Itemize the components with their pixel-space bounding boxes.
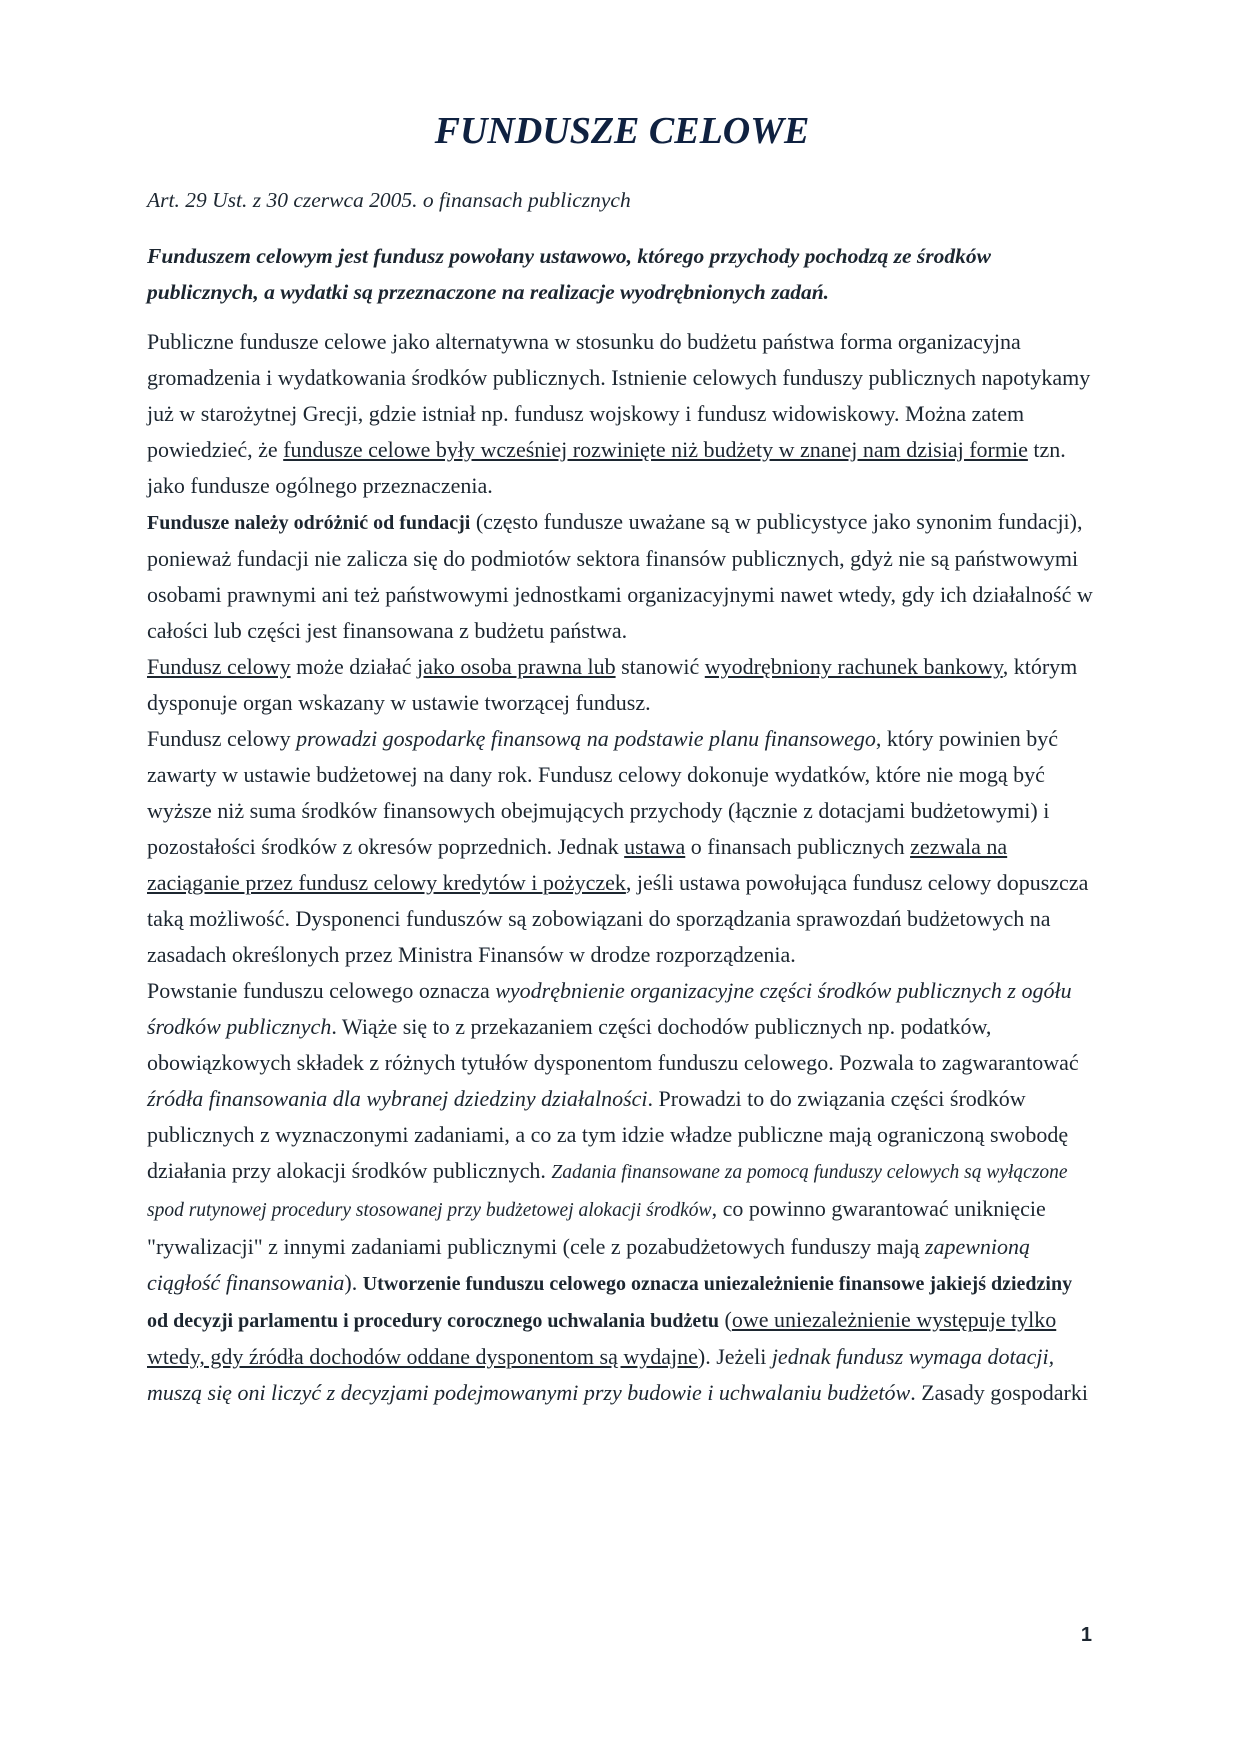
page-title: FUNDUSZE CELOWE bbox=[434, 110, 810, 152]
legal-reference: Art. 29 Ust. z 30 czerwca 2005. o finansach publicznych bbox=[147, 188, 631, 212]
document-page bbox=[147, 88, 1097, 1411]
paragraph-gospodarka: Fundusz celowy prowadzi gospodarkę finansową na podstawie planu finansowego, który powinien być zawarty w ustawie budżetowej na dany rok. Fundusz celowy dokonuje wydatków, które nie mogą być wyższe niż suma środków finansowych obejmujących przychody (łącznie z dotacjami budżetowymi) i pozostałości środków z okresów poprzednich. Jednak ustawa o finansach publicznych zezwala na zaciąganie przez fundusz celowy kredytów i pożyczek, jeśli ustawa powołująca fundusz celowy dopuszcza taką możliwość. Dysponenci funduszów są zobowiązani do sporządzania sprawozdań budżetowych na zasadach określonych przez Ministra Finansów w drodze rozporządzenia. bbox=[147, 726, 1089, 967]
paragraph-fundacje: Fundusze należy odróżnić od fundacji (często fundusze uważane są w publicystyce jako synonim fundacji), ponieważ fundacji nie zalicza się do podmiotów sektora finansów publicznych, gdyż nie są państwowymi osobami prawnymi ani też państwowymi jednostkami organizacyjnymi nawet wtedy, gdy ich działalność w całości lub części jest finansowana z budżetu państwa. bbox=[147, 509, 1093, 643]
page-number: 1 bbox=[1080, 1624, 1092, 1646]
definition-paragraph: Funduszem celowym jest fundusz powołany ustawowo, którego przychody pochodzą ze środków publicznych, a wydatki są przeznaczone na realizacje wyodrębnionych zadań. bbox=[147, 244, 991, 304]
paragraph-history: Publiczne fundusze celowe jako alternatywna w stosunku do budżetu państwa forma organizacyjna gromadzenia i wydatkowania środków publicznych. Istnienie celowych funduszy publicznych napotykamy już w starożytnej Grecji, gdzie istniał np. fundusz wojskowy i fundusz widowiskowy. Można zatem powiedzieć, że fundusze celowe były wcześniej rozwinięte niż budżety w znanej nam dzisiaj formie tzn. jako fundusze ogólnego przeznaczenia. bbox=[147, 329, 1091, 498]
paragraph-powstanie: Powstanie funduszu celowego oznacza wyodrębnienie organizacyjne części środków publicznych z ogółu środków publicznych. Wiąże się to z przekazaniem części dochodów publicznych np. podatków, obowiązkowych składek z różnych tytułów dysponentom funduszu celowego. Pozwala to zagwarantować źródła finansowania dla wybranej dziedziny działalności. Prowadzi to do związania części środków publicznych z wyznaczonymi zadaniami, a co za tym idzie władze publiczne mają ograniczoną swobodę działania przy alokacji środków publicznych. Zadania finansowane za pomocą funduszy celowych są wyłączone spod rutynowej procedury stosowanej przy budżetowej alokacji środków, co powinno gwarantować uniknięcie "rywalizacji" z innymi zadaniami publicznymi (cele z pozabudżetowych funduszy mają zapewnioną ciągłość finansowania). Utworzenie funduszu celowego oznacza uniezależnienie finansowe jakiejś dziedziny od decyzji parlamentu i procedury corocznego uchwalania budżetu (owe uniezależnienie występuje tylko wtedy, gdy źródła dochodów oddane dysponentom są wydajne). Jeżeli jednak fundusz wymaga dotacji, muszą się oni liczyć z decyzjami podejmowanymi przy budowie i uchwalaniu budżetów. Zasady gospodarki bbox=[147, 978, 1088, 1405]
body-text bbox=[147, 324, 1097, 1411]
paragraph-forma-prawna: Fundusz celowy może działać jako osoba prawna lub stanowić wyodrębniony rachunek bankowy, którym dysponuje organ wskazany w ustawie tworzącej fundusz. bbox=[147, 654, 1078, 715]
